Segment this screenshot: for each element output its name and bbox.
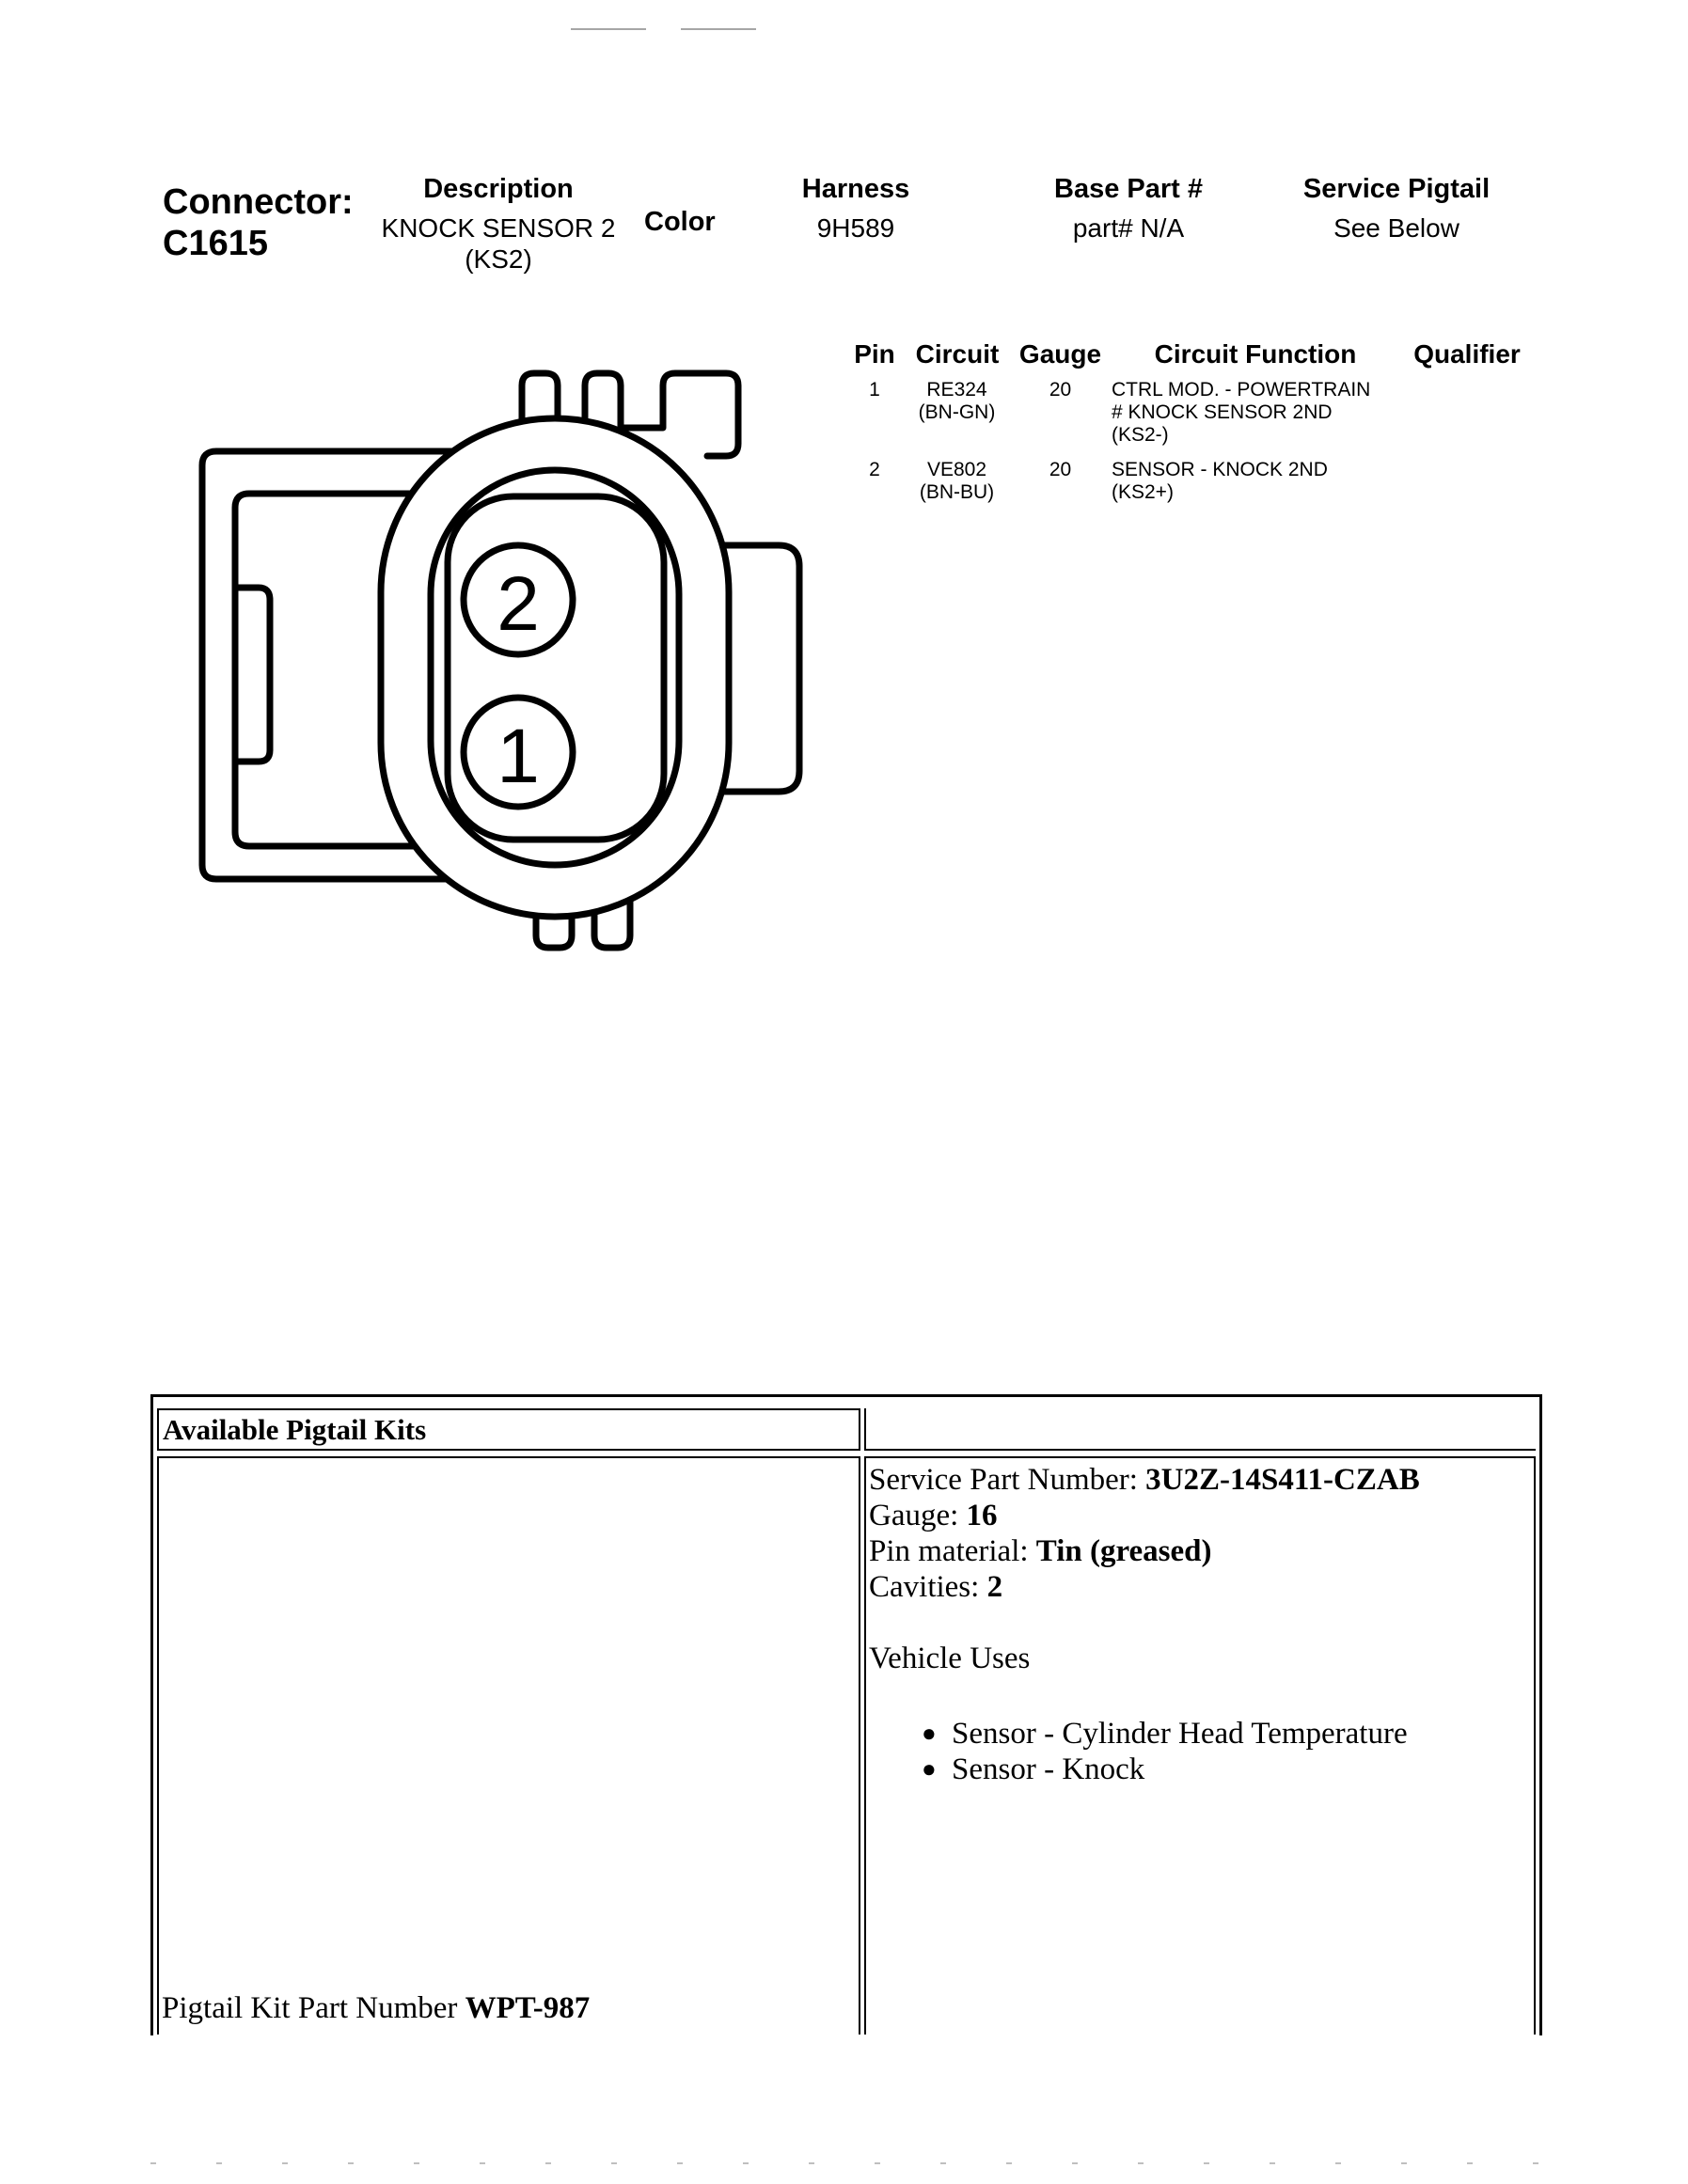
scan-mark	[571, 28, 646, 30]
pigtail-kit-part-number	[162, 1990, 590, 2026]
pigtail-details	[869, 1462, 1527, 1787]
gauge-value: 16	[966, 1499, 998, 1532]
cavities-value: 2	[986, 1570, 1003, 1604]
description-line1: KNOCK SENSOR 2	[381, 213, 616, 243]
cavities-line	[869, 1569, 1527, 1605]
pin-table-header-pin: Pin	[854, 339, 895, 369]
pin-material-value: Tin (greased)	[1035, 1534, 1212, 1568]
service-part-number-label: Service Part Number:	[869, 1463, 1146, 1497]
pigtail-header-right-cell	[864, 1408, 1536, 1451]
pin-material-line	[869, 1533, 1527, 1569]
pin-table-header-gauge: Gauge	[1018, 339, 1102, 369]
pigtail-title: Available Pigtail Kits	[163, 1413, 427, 1446]
pin-table-header-function: Circuit Function	[1154, 339, 1357, 369]
pin-table-row-1-pin: 1	[869, 379, 880, 401]
list-item	[914, 1752, 1527, 1787]
vehicle-uses-list	[914, 1716, 1527, 1787]
connector-id: C1615	[163, 224, 268, 263]
pin-table-header-qualifier: Qualifier	[1413, 339, 1521, 369]
gauge-label: Gauge:	[869, 1499, 967, 1532]
vehicle-use-1: Sensor - Cylinder Head Temperature	[952, 1717, 1408, 1751]
pigtail-kit-part-value: WPT-987	[465, 1991, 591, 2025]
pigtail-details-cell	[864, 1456, 1536, 2035]
pin-table-row-2-gauge: 20	[1049, 459, 1072, 480]
connector-face-diagram	[188, 357, 828, 968]
scan-mark	[681, 28, 756, 30]
pin-table-row-2-circuit: VE802	[926, 459, 987, 480]
pin-table-row-1-function-1: CTRL MOD. - POWERTRAIN	[1112, 379, 1371, 401]
pin-table-header-circuit: Circuit	[915, 339, 1000, 369]
pigtail-image-cell	[157, 1456, 860, 2035]
bullet-icon: ●	[922, 1755, 937, 1783]
list-item	[914, 1716, 1527, 1752]
service-part-number-value: 3U2Z-14S411-CZAB	[1145, 1463, 1420, 1497]
vehicle-use-2: Sensor - Knock	[952, 1752, 1145, 1786]
color-label: Color	[644, 207, 716, 237]
pin-table-row-1-gauge: 20	[1049, 379, 1072, 401]
service-part-number-line	[869, 1462, 1527, 1498]
scan-noise	[150, 2162, 1542, 2164]
pin-table-row-2-pin: 2	[869, 459, 880, 480]
bullet-icon: ●	[922, 1720, 937, 1747]
pin-table-row-2-circuit-color: (BN-BU)	[919, 481, 995, 503]
harness-value: 9H589	[816, 213, 895, 243]
pin-table-row-1-function-3: (KS2-)	[1112, 424, 1169, 446]
pin-table-row-2-function-2: (KS2+)	[1112, 481, 1174, 503]
pin-2-label: 2	[497, 561, 540, 647]
pigtail-title-cell	[157, 1408, 860, 1451]
connector-left-latch	[235, 588, 270, 762]
gauge-line	[869, 1498, 1527, 1533]
connector-label: Connector:	[163, 182, 354, 222]
pin-table-row-1-circuit: RE324	[926, 379, 987, 401]
base-part-label: Base Part #	[1054, 174, 1203, 204]
connector-right-latch	[724, 545, 799, 792]
cavities-label: Cavities:	[869, 1570, 987, 1604]
harness-label: Harness	[801, 174, 910, 204]
description-label: Description	[423, 174, 574, 204]
description-line2: (KS2)	[465, 244, 532, 274]
base-part-value: part# N/A	[1072, 213, 1185, 243]
vehicle-uses-label: Vehicle Uses	[869, 1642, 1031, 1675]
pin-table-row-1-circuit-color: (BN-GN)	[918, 401, 996, 423]
pigtail-kit-part-label: Pigtail Kit Part Number	[162, 1991, 465, 2025]
pin-1-label: 1	[497, 714, 540, 799]
pin-table-row-1-function-2: # KNOCK SENSOR 2ND	[1112, 401, 1333, 423]
service-pigtail-value: See Below	[1333, 213, 1459, 243]
pin-table-row-2-function-1: SENSOR - KNOCK 2ND	[1112, 459, 1328, 480]
service-pigtail-label: Service Pigtail	[1302, 174, 1491, 204]
pin-material-label: Pin material:	[869, 1534, 1036, 1568]
